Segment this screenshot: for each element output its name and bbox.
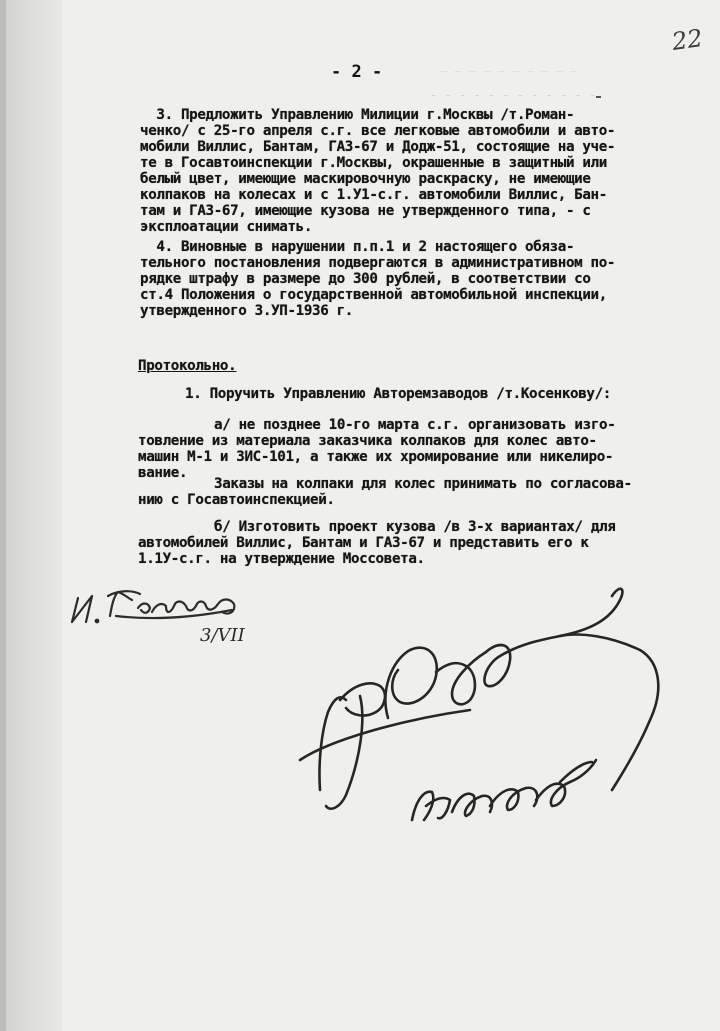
text-line: товление из материала заказчика колпаков для колес авто- (138, 433, 597, 449)
text-line: ченко/ с 25-го апреля с.г. все легковые автомобили и авто- (140, 123, 616, 139)
text-line: те в Госавтоинспекции г.Москвы, окрашенные в защитный или (140, 155, 607, 171)
bleed-through-text: _ _ _ _ _ _ _ _ _ _ (440, 58, 578, 72)
text-line: вание. (138, 465, 188, 481)
handnote-date: 3/VII (200, 625, 245, 646)
text-line: нию с Госавтоинспекцией. (138, 492, 335, 508)
text-line: 4. Виновные в нарушении п.п.1 и 2 настоящего обяза- (140, 239, 575, 255)
text-line: утвержденного 3.УП-1936 г. (140, 303, 353, 319)
text-line: а/ не позднее 10-го марта с.г. организовать изго- (214, 417, 616, 433)
text-line: белый цвет, имеющие маскировочную раскраску, не имеющие (140, 171, 591, 187)
text-line: там и ГАЗ-67, имеющие кузова не утвержденного типа, - с (140, 203, 591, 219)
page-number: - 2 - (331, 62, 383, 82)
text-line: тельного постановления подвергаются в административном по- (140, 255, 616, 271)
text-line: 1.1У-с.г. на утверждение Моссовета. (138, 551, 425, 567)
text-line: б/ Изготовить проект кузова /в 3-х вариантах/ для (214, 519, 616, 535)
text-line: машин М-1 и ЗИС-101, а также их хромирование или никелиро- (138, 449, 614, 465)
protocol-item-1: 1. Поручить Управлению Авторемзаводов /т.Косенкову/: (185, 386, 611, 402)
protocol-heading: Протокольно. (138, 358, 237, 374)
text-line: эксплоатации снимать. (140, 219, 313, 235)
text-line: автомобилей Виллис, Бантам и ГАЗ-67 и представить его к (138, 535, 589, 551)
text-line: мобили Виллис, Бантам, ГАЗ-67 и Додж-51, состоящие на уче- (140, 139, 616, 155)
text-line: Заказы на колпаки для колес принимать по согласова- (214, 476, 632, 492)
ink-mark (596, 96, 601, 98)
bleed-through-text: - - - - - - - - - - - - (430, 88, 597, 102)
text-line: ст.4 Положения о государственной автомобильной инспекции, (140, 287, 607, 303)
text-line: рядке штрафу в размере до 300 рублей, в соответствии со (140, 271, 591, 287)
text-line: колпаков на колесах и с 1.У1-с.г. автомобили Виллис, Бан- (140, 187, 607, 203)
text-line: 3. Предложить Управлению Милиции г.Москвы /т.Роман- (140, 107, 575, 123)
folio-number: 22 (670, 24, 705, 56)
